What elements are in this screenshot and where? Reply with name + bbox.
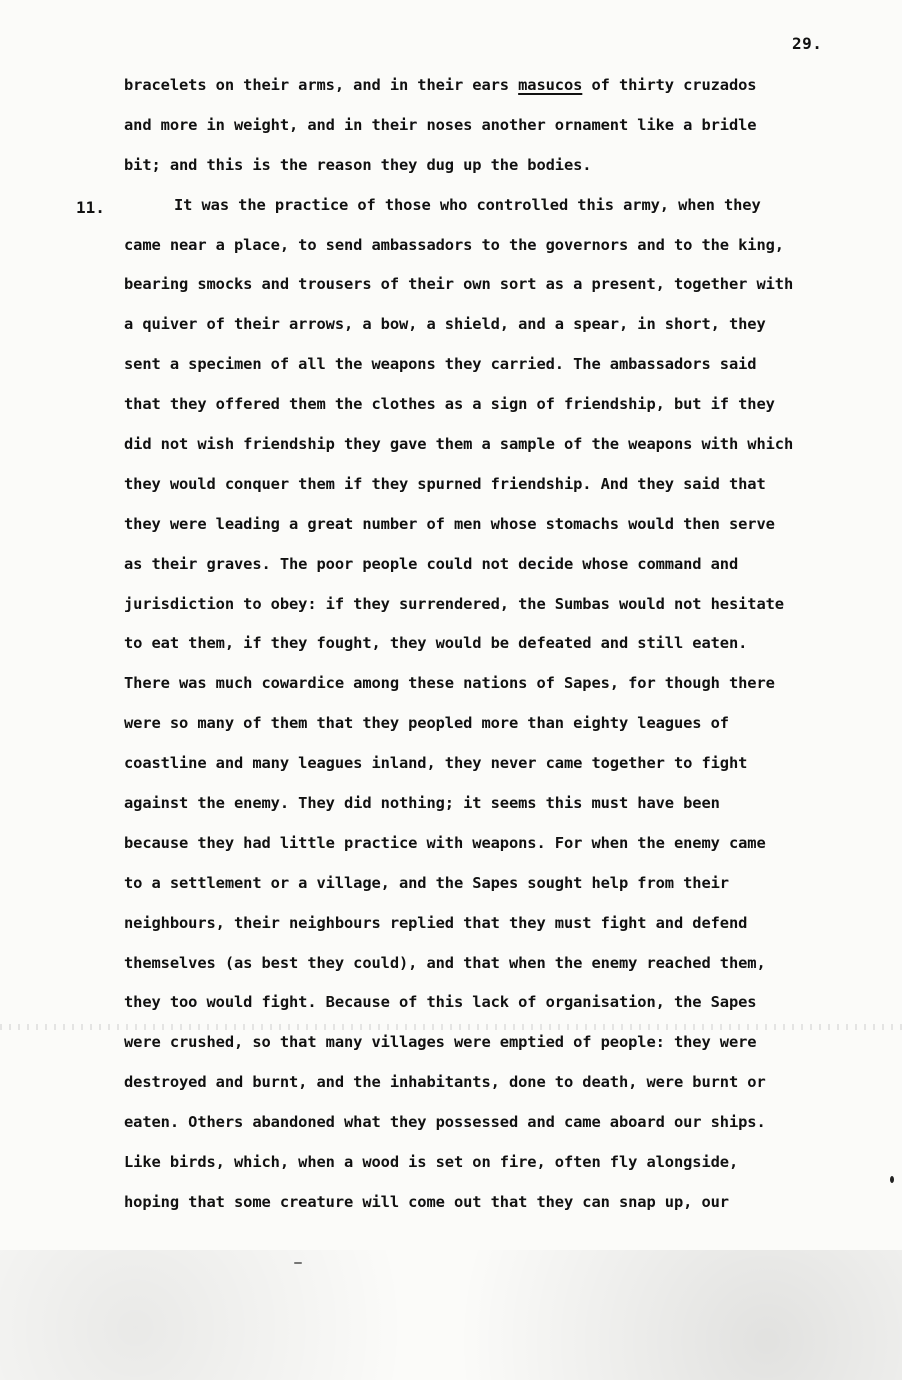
text-segment: neighbours, their neighbours replied that they must fight and defend	[124, 913, 748, 932]
text-line	[124, 511, 864, 551]
text-line	[124, 112, 864, 152]
text-line	[124, 790, 864, 830]
text-segment: did not wish friendship they gave them a sample of the weapons with which	[124, 435, 794, 454]
text-segment: coastline and many leagues inland, they never came together to fight	[124, 754, 748, 773]
text-segment: to a settlement or a village, and the Sapes sought help from their	[124, 873, 729, 892]
text-line	[124, 1149, 864, 1189]
text-segment: eaten. Others abandoned what they possessed and came aboard our ships.	[124, 1113, 766, 1132]
text-line	[124, 72, 864, 112]
text-segment: against the enemy. They did nothing; it seems this must have been	[124, 794, 720, 813]
text-segment: came near a place, to send ambassadors to the governors and to the king,	[124, 235, 784, 254]
scan-noise-band	[0, 1024, 902, 1030]
ink-speck	[294, 1262, 302, 1264]
text-line	[124, 670, 864, 710]
text-line	[124, 1029, 864, 1069]
underlined-term: masucos	[518, 76, 583, 94]
text-line	[124, 232, 864, 272]
text-line	[124, 1189, 864, 1229]
text-line	[124, 1109, 864, 1149]
text-line	[124, 750, 864, 790]
text-segment: It was the practice of those who controlled this army, when they	[174, 195, 761, 214]
text-line	[124, 1069, 864, 1109]
text-segment: Like birds, which, when a wood is set on fire, often fly alongside,	[124, 1153, 739, 1172]
body-text	[124, 72, 864, 1229]
text-segment: bit; and this is the reason they dug up the bodies.	[124, 155, 592, 174]
text-segment: were crushed, so that many villages were emptied of people: they were	[124, 1033, 757, 1052]
text-line	[124, 630, 864, 670]
page-number: 29.	[792, 34, 823, 53]
text-line	[124, 271, 864, 311]
text-segment: and more in weight, and in their noses another ornament like a bridle	[124, 115, 757, 134]
text-line	[124, 192, 864, 232]
text-line	[124, 551, 864, 591]
text-line	[124, 710, 864, 750]
text-line	[124, 471, 864, 511]
text-segment: that they offered them the clothes as a sign of friendship, but if they	[124, 395, 775, 414]
text-segment: sent a specimen of all the weapons they carried. The ambassadors said	[124, 355, 757, 374]
text-segment: because they had little practice with weapons. For when the enemy came	[124, 833, 766, 852]
text-line	[124, 431, 864, 471]
text-segment: as their graves. The poor people could not decide whose command and	[124, 554, 739, 573]
text-segment: hoping that some creature will come out that they can snap up, our	[124, 1192, 729, 1211]
text-segment: themselves (as best they could), and that when the enemy reached them,	[124, 953, 766, 972]
text-segment: destroyed and burnt, and the inhabitants, done to death, were burnt or	[124, 1073, 766, 1092]
text-segment: a quiver of their arrows, a bow, a shield, and a spear, in short, they	[124, 315, 766, 334]
text-line	[124, 351, 864, 391]
text-segment: were so many of them that they peopled more than eighty leagues of	[124, 714, 729, 733]
scan-grain	[0, 1250, 902, 1380]
text-line	[124, 152, 864, 192]
text-segment: of thirty cruzados	[582, 76, 757, 94]
text-segment: bearing smocks and trousers of their own sort as a present, together with	[124, 275, 794, 294]
text-line	[124, 830, 864, 870]
ink-speck	[890, 1176, 894, 1183]
text-segment: they too would fight. Because of this lack of organisation, the Sapes	[124, 993, 757, 1012]
text-segment: There was much cowardice among these nations of Sapes, for though there	[124, 674, 775, 693]
text-line	[124, 591, 864, 631]
paragraph-number: 11.	[76, 198, 105, 217]
text-segment: bracelets on their arms, and in their ears	[124, 76, 519, 94]
text-segment: they were leading a great number of men whose stomachs would then serve	[124, 514, 775, 533]
text-line	[124, 910, 864, 950]
text-line	[124, 870, 864, 910]
text-segment: to eat them, if they fought, they would be defeated and still eaten.	[124, 634, 748, 653]
text-segment: they would conquer them if they spurned friendship. And they said that	[124, 474, 766, 493]
text-line	[124, 950, 864, 990]
text-line	[124, 391, 864, 431]
text-line	[124, 311, 864, 351]
text-segment: jurisdiction to obey: if they surrendered, the Sumbas would not hesitate	[124, 594, 784, 613]
